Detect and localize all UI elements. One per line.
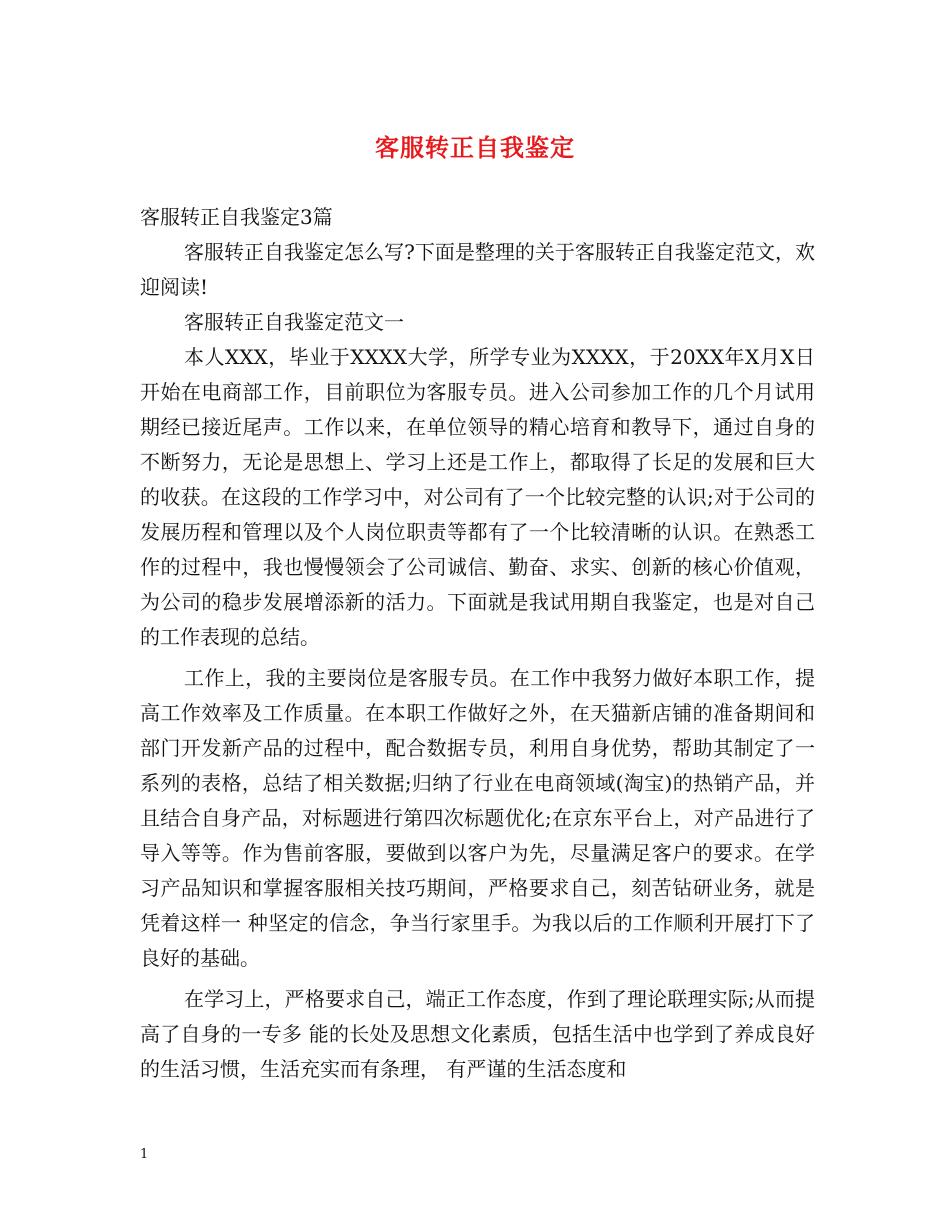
section-heading: 客服转正自我鉴定范文一 <box>184 310 404 334</box>
body-paragraph-3: 在学习上，严格要求自己，端正工作态度，作到了理论联理实际;从而提高了自身的一专多 能的长处及思想文化素质，包括生活中也学到了养成良好的生活习惯，生活充实而有条理， 有严谨的生活态度和 <box>140 987 815 1081</box>
page-number: 1 <box>140 1147 149 1162</box>
document-body <box>140 200 815 1087</box>
intro-paragraph: 客服转正自我鉴定怎么写?下面是整理的关于客服转正自我鉴定范文，欢迎阅读! <box>140 240 815 299</box>
document-subtitle: 客服转正自我鉴定3篇 <box>140 205 333 229</box>
document-title: 客服转正自我鉴定 <box>375 133 575 162</box>
body-paragraph-2: 工作上，我的主要岗位是客服专员。在工作中我努力做好本职工作，提高工作效率及工作质量。在本职工作做好之外，在天猫新店铺的准备期间和部门开发新产品的过程中，配合数据专员，利用自身优势，帮助其制定了一系列的表格，总结了相关数据;归纳了行业在电商领域(淘宝)的热销产品，并且结合自身产品，对标题进行第四次标题优化;在京东平台上，对产品进行了导入等等。作为售前客服，要做到以客户为先，尽量满足客户的要求。在学习产品知识和掌握客服相关技巧期间，严格要求自己，刻苦钻研业务，就是凭着这样一 种坚定的信念，争当行家里手。为我以后的工作顺利开展打下了良好的基础。 <box>140 666 815 970</box>
body-paragraph-1: 本人XXX，毕业于XXXX大学，所学专业为XXXX，于20XX年X月X日开始在电商部工作，目前职位为客服专员。进入公司参加工作的几个月试用期经已接近尾声。工作以来，在单位领导的精心培育和教导下，通过自身的不断努力，无论是思想上、学习上还是工作上，都取得了长足的发展和巨大的收获。在这段的工作学习中，对公司有了一个比较完整的认识;对于公司的发展历程和管理以及个人岗位职责等都有了一个比较清晰的认识。在熟悉工作的过程中，我也慢慢领会了公司诚信、勤奋、求实、创新的核心价值观，为公司的稳步发展增添新的活力。下面就是我试用期自我鉴定，也是对自己的工作表现的总结。 <box>140 345 815 649</box>
